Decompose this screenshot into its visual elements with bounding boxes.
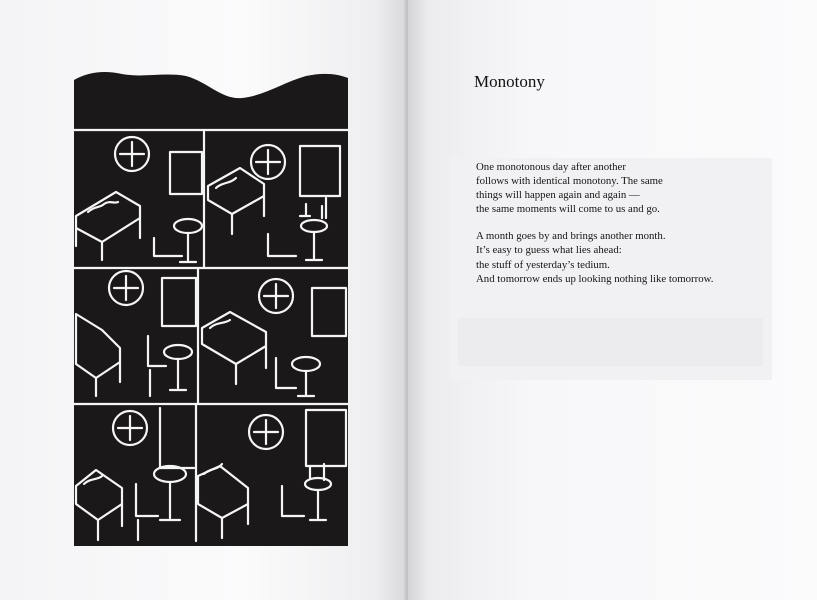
poem-body xyxy=(476,160,796,299)
poem-line: the same moments will come to us and go. xyxy=(476,203,660,216)
poem-line: One monotonous day after another xyxy=(476,161,626,173)
poem-line: And tomorrow ends up looking nothing like tomorrow. xyxy=(476,272,714,285)
poem-line: follows with identical monotony. The same xyxy=(476,175,663,188)
poem-title: Monotony xyxy=(474,72,545,91)
rooms-illustration xyxy=(70,66,350,546)
poem-line: the stuff of yesterday’s tedium. xyxy=(476,258,610,271)
poem-line: things will happen again and again — xyxy=(476,189,640,202)
poem-line: A month goes by and brings another month. xyxy=(476,230,666,243)
show-through-shadow-lower xyxy=(458,318,763,366)
illustration-background xyxy=(74,72,348,546)
stanza-2 xyxy=(476,229,796,285)
left-page xyxy=(0,0,408,600)
poem-line: It’s easy to guess what lies ahead: xyxy=(476,244,622,257)
stanza-1 xyxy=(476,160,796,216)
